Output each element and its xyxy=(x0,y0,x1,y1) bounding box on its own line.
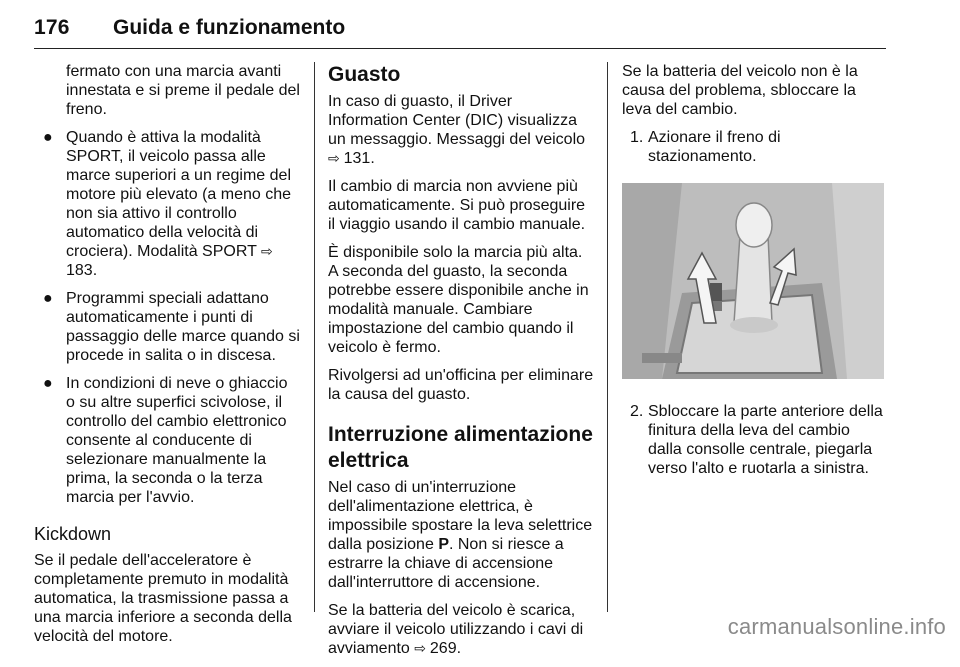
step-item xyxy=(622,402,888,478)
page-ref[interactable]: 131 xyxy=(343,150,371,167)
page-number: 176 xyxy=(34,16,70,39)
guasto-paragraph-1: In caso di guasto, il Driver Information Center (DIC) visualizza un messaggio. Messaggi del veicolo ⇨ 131. xyxy=(328,93,586,167)
page-header xyxy=(34,14,886,49)
column-divider xyxy=(607,62,608,612)
page-ref[interactable]: 183 xyxy=(66,262,93,279)
guasto-paragraph-3: È disponibile solo la marcia più alta. A seconda del guasto, la seconda potrebbe essere disponibile anche in modalità manuale. Cambiare impostazione del cambio quando il veicolo è fermo. xyxy=(328,244,589,356)
bullet-text: Quando è attiva la modalità SPORT, il veicolo passa alle marce superiori a un regime del motore più elevato (a meno che non sia attivo il controllo automatico della velocità di crociera). Modalità SPORT xyxy=(66,129,292,260)
bullet-text: In condizioni di neve o ghiaccio o su altre superfici scivolose, il controllo del cambio elettronico consente al conducente di selezionare manualmente la prima, la seconda o la terza marcia per l'avvio. xyxy=(66,375,288,506)
page-ref-arrow-icon: ⇨ xyxy=(328,150,344,166)
section-title: Guida e funzionamento xyxy=(113,16,346,39)
bullet-text: Programmi speciali adattano automaticamente i punti di passaggio delle marce quando si procede in salita o in discesa. xyxy=(66,290,300,364)
guasto-heading: Guasto xyxy=(328,63,401,86)
watermark: carmanualsonline.info xyxy=(727,614,946,639)
column-divider xyxy=(314,62,315,612)
bullet-item xyxy=(34,289,300,365)
column-2 xyxy=(328,62,594,667)
page-ref-arrow-icon: ⇨ xyxy=(414,640,430,656)
step-number: 2. xyxy=(630,403,644,420)
kickdown-heading: Kickdown xyxy=(34,524,112,544)
bullet-item xyxy=(34,374,300,507)
interruzione-heading: Interruzione alimentazione elettrica xyxy=(328,423,593,472)
step-text: Azionare il freno di stazionamento. xyxy=(648,129,781,165)
step-item xyxy=(622,128,888,166)
interruzione-paragraph-2: Se la batteria del veicolo è scarica, avviare il veicolo utilizzando i cavi di avviamento ⇨ 269. xyxy=(328,602,584,657)
park-position-label: P xyxy=(438,536,449,553)
continued-paragraph: fermato con una marcia avanti innestata e si preme il pedale del freno. xyxy=(66,63,300,118)
step-number: 1. xyxy=(630,129,644,146)
bullet-item: ● Quando è attiva la modalità SPORT, il veicolo passa alle marce superiori a un regime del motore più elevato (a meno che non sia attivo il controllo automatico della velocità di crociera). Modalità SPORT ⇨ 183. xyxy=(43,129,292,279)
column-3 xyxy=(622,62,888,487)
interruzione-paragraph-1: Nel caso di un'interruzione dell'alimentazione elettrica, è impossibile spostare la leva selettrice dalla posizione P. Non si riesce a estrarre la chiave di accensione dall'interruttore di accensione. xyxy=(328,479,593,591)
guasto-paragraph-2: Il cambio di marcia non avviene più automaticamente. Si può proseguire il viaggio usando il cambio manuale. xyxy=(328,178,586,233)
bullet-dot: ● xyxy=(43,129,53,146)
guasto-paragraph-4: Rivolgersi ad un'officina per eliminare la causa del guasto. xyxy=(328,367,594,403)
page-ref-arrow-icon: ⇨ xyxy=(261,243,273,259)
intro-paragraph: Se la batteria del veicolo non è la causa del problema, sbloccare la leva del cambio. xyxy=(622,63,858,118)
bullet-dot: ● xyxy=(43,375,53,392)
column-1 xyxy=(34,62,300,655)
page-ref[interactable]: 269 xyxy=(429,640,457,657)
step-text: Sbloccare la parte anteriore della finitura della leva del cambio dalla consolle centrale, piegarla verso l'alto e ruotarla a sinistra. xyxy=(648,403,883,477)
bullet-dot: ● xyxy=(43,290,53,307)
kickdown-paragraph: Se il pedale dell'acceleratore è completamente premuto in modalità automatica, la trasmissione passa a una marcia inferiore a seconda della velocità del motore. xyxy=(34,552,292,645)
gear-lever-illustration xyxy=(622,183,884,379)
